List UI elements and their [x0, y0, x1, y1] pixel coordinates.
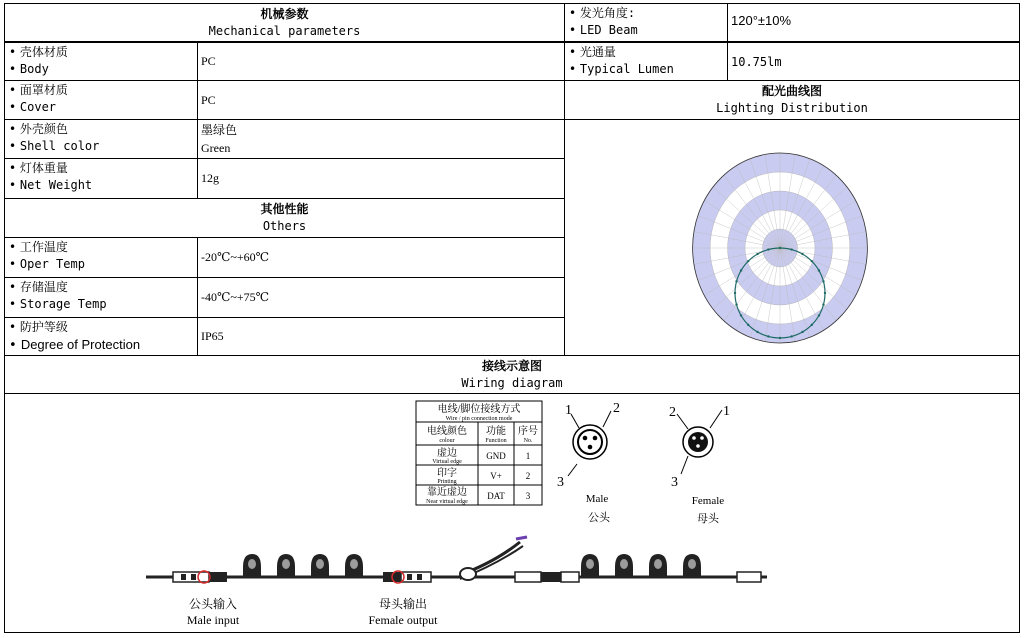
male-label-zh: 公头 — [588, 512, 610, 524]
curve-point — [735, 280, 737, 282]
female-pin-3: 3 — [671, 475, 678, 490]
label-net-weight-en: Net Weight — [19, 178, 93, 192]
label-cover-en: Cover — [19, 100, 57, 114]
label-typical-lumen-zh: 光通量 — [579, 45, 616, 59]
value-typical-lumen: 10.75lm — [727, 42, 1020, 81]
label-body: • 壳体材质 • Body — [4, 42, 198, 81]
label-shell-color-zh: 外壳颜色 — [19, 122, 68, 136]
female-pin-2: 2 — [669, 405, 676, 420]
lighting-distribution-header-zh: 配光曲线图 — [761, 84, 822, 98]
value-led-beam: 120°±10% — [727, 3, 1020, 42]
female-connector — [669, 404, 730, 525]
table-row1-colour-zh: 虚边 — [437, 448, 457, 459]
label-led-beam-en: LED Beam — [579, 23, 638, 37]
lighting-distribution-header — [564, 80, 1020, 120]
led-pixel-lens — [654, 559, 662, 569]
table-head-colour-zh: 电线颜色 — [427, 426, 467, 437]
led-pixel-lens — [688, 559, 696, 569]
table-title-zh: 电线/脚位接线方式 — [437, 404, 521, 415]
curve-point — [822, 303, 824, 305]
table-row3-colour-en: Near virtual edge — [426, 499, 468, 505]
led-string — [146, 537, 767, 583]
label-led-beam: • 发光角度: • LED Beam — [564, 3, 728, 42]
label-oper-temp-en: Oper Temp — [19, 257, 85, 271]
label-net-weight: • 灯体重量 • Net Weight — [4, 158, 198, 199]
wiring-header-zh: 接线示意图 — [481, 358, 542, 373]
value-shell-color-zh: 墨绿色 — [201, 123, 238, 137]
led-pixel-lens — [282, 559, 290, 569]
male-pin-1: 1 — [565, 403, 572, 418]
table-head-no-en: No. — [523, 438, 533, 444]
curve-point — [811, 260, 813, 262]
female-label-en: Female — [691, 495, 725, 507]
male-input-label-zh: 公头输入 — [188, 597, 238, 611]
table-head-no-zh: 序号 — [518, 426, 538, 437]
male-pin-3: 3 — [557, 475, 564, 490]
mechanical-header — [4, 3, 565, 42]
female-label-zh: 母头 — [697, 513, 719, 525]
curve-point — [818, 314, 820, 316]
male-input-label-en: Male input — [186, 613, 240, 627]
led-pixel-lens — [620, 559, 628, 569]
label-typical-lumen: • 光通量 • Typical Lumen — [564, 42, 728, 81]
curve-point — [756, 253, 758, 255]
value-shell-color-en: Green — [201, 141, 231, 155]
table-row1-function: GND — [486, 451, 506, 461]
label-cover-zh: 面罩材质 — [19, 83, 68, 97]
label-protection: • 防护等级 • Degree of Protection — [4, 317, 198, 356]
curve-point — [756, 331, 758, 333]
curve-point — [801, 331, 803, 333]
label-net-weight-zh: 灯体重量 — [19, 161, 68, 175]
table-head-colour-en: colour — [439, 438, 455, 444]
female-pin-1: 1 — [723, 404, 730, 419]
table-row3-colour-zh: 靠近虚边 — [427, 487, 467, 498]
label-protection-zh: 防护等级 — [19, 320, 68, 334]
curve-point — [767, 335, 769, 337]
label-oper-temp: • 工作温度 • Oper Temp — [4, 237, 198, 278]
pin-connection-table — [416, 401, 542, 505]
value-storage-temp: -40℃~+75℃ — [197, 277, 565, 318]
table-row3-function: DAT — [487, 491, 505, 501]
wiring-diagram — [5, 394, 1021, 634]
male-label-en: Male — [585, 493, 609, 505]
value-shell-color — [197, 119, 565, 159]
label-storage-temp-zh: 存储温度 — [19, 280, 68, 294]
wiring-panel — [4, 393, 1020, 633]
value-net-weight: 12g — [197, 158, 565, 199]
others-header — [4, 198, 565, 238]
table-row2-colour-zh: 印字 — [437, 468, 457, 479]
female-output-label-en: Female output — [368, 613, 438, 627]
lighting-distribution-header-en: Lighting Distribution — [716, 101, 868, 115]
table-row3-no: 3 — [525, 491, 531, 501]
wiring-header-en: Wiring diagram — [461, 375, 563, 390]
curve-point — [790, 248, 792, 250]
label-oper-temp-zh: 工作温度 — [19, 240, 68, 254]
value-body: PC — [197, 42, 565, 81]
label-shell-color: • 外壳颜色 • Shell color — [4, 119, 198, 159]
curve-point — [740, 269, 742, 271]
male-connector — [557, 401, 620, 524]
curve-point — [818, 269, 820, 271]
table-row1-no: 1 — [525, 451, 531, 461]
table-row1-colour-en: Virtual edge — [432, 459, 462, 465]
label-storage-temp-en: Storage Temp — [19, 297, 107, 311]
curve-point — [779, 337, 781, 339]
label-shell-color-en: Shell color — [19, 139, 100, 153]
value-cover: PC — [197, 80, 565, 120]
label-cover: • 面罩材质 • Cover — [4, 80, 198, 120]
table-title-en: Wire / pin connection mode — [445, 416, 513, 422]
lighting-distribution-panel — [564, 119, 1020, 356]
male-pin-2: 2 — [613, 401, 620, 416]
led-pixel-lens — [316, 559, 324, 569]
led-pixel-lens — [586, 559, 594, 569]
curve-point — [801, 253, 803, 255]
others-header-zh: 其他性能 — [260, 202, 309, 216]
value-protection: IP65 — [197, 317, 565, 356]
curve-point — [811, 324, 813, 326]
curve-point — [740, 314, 742, 316]
female-output-label-zh: 母头输出 — [378, 597, 428, 611]
curve-point — [735, 303, 737, 305]
label-typical-lumen-en: Typical Lumen — [579, 62, 674, 76]
led-pixel-lens — [248, 559, 256, 569]
curve-point — [734, 292, 736, 294]
wiring-header — [4, 355, 1020, 394]
mechanical-header-en: Mechanical parameters — [208, 23, 361, 38]
table-row2-function: V+ — [490, 471, 502, 481]
curve-point — [767, 248, 769, 250]
curve-point — [824, 292, 826, 294]
curve-point — [822, 280, 824, 282]
curve-point — [790, 335, 792, 337]
table-row2-no: 2 — [525, 471, 531, 481]
table-head-function-en: Function — [485, 438, 507, 444]
table-head-function-zh: 功能 — [486, 426, 506, 437]
label-body-en: Body — [19, 62, 49, 76]
label-led-beam-zh: 发光角度: — [579, 6, 636, 20]
label-protection-en: Degree of Protection — [20, 337, 141, 352]
mechanical-header-zh: 机械参数 — [260, 6, 309, 21]
others-header-en: Others — [262, 219, 307, 233]
value-oper-temp: -20℃~+60℃ — [197, 237, 565, 278]
label-storage-temp: • 存储温度 • Storage Temp — [4, 277, 198, 318]
curve-point — [779, 247, 781, 249]
led-pixel-lens — [350, 559, 358, 569]
table-row2-colour-en: Printing — [437, 479, 457, 485]
curve-point — [747, 260, 749, 262]
curve-point — [747, 324, 749, 326]
label-body-zh: 壳体材质 — [19, 45, 68, 59]
polar-diagram — [565, 120, 1021, 357]
